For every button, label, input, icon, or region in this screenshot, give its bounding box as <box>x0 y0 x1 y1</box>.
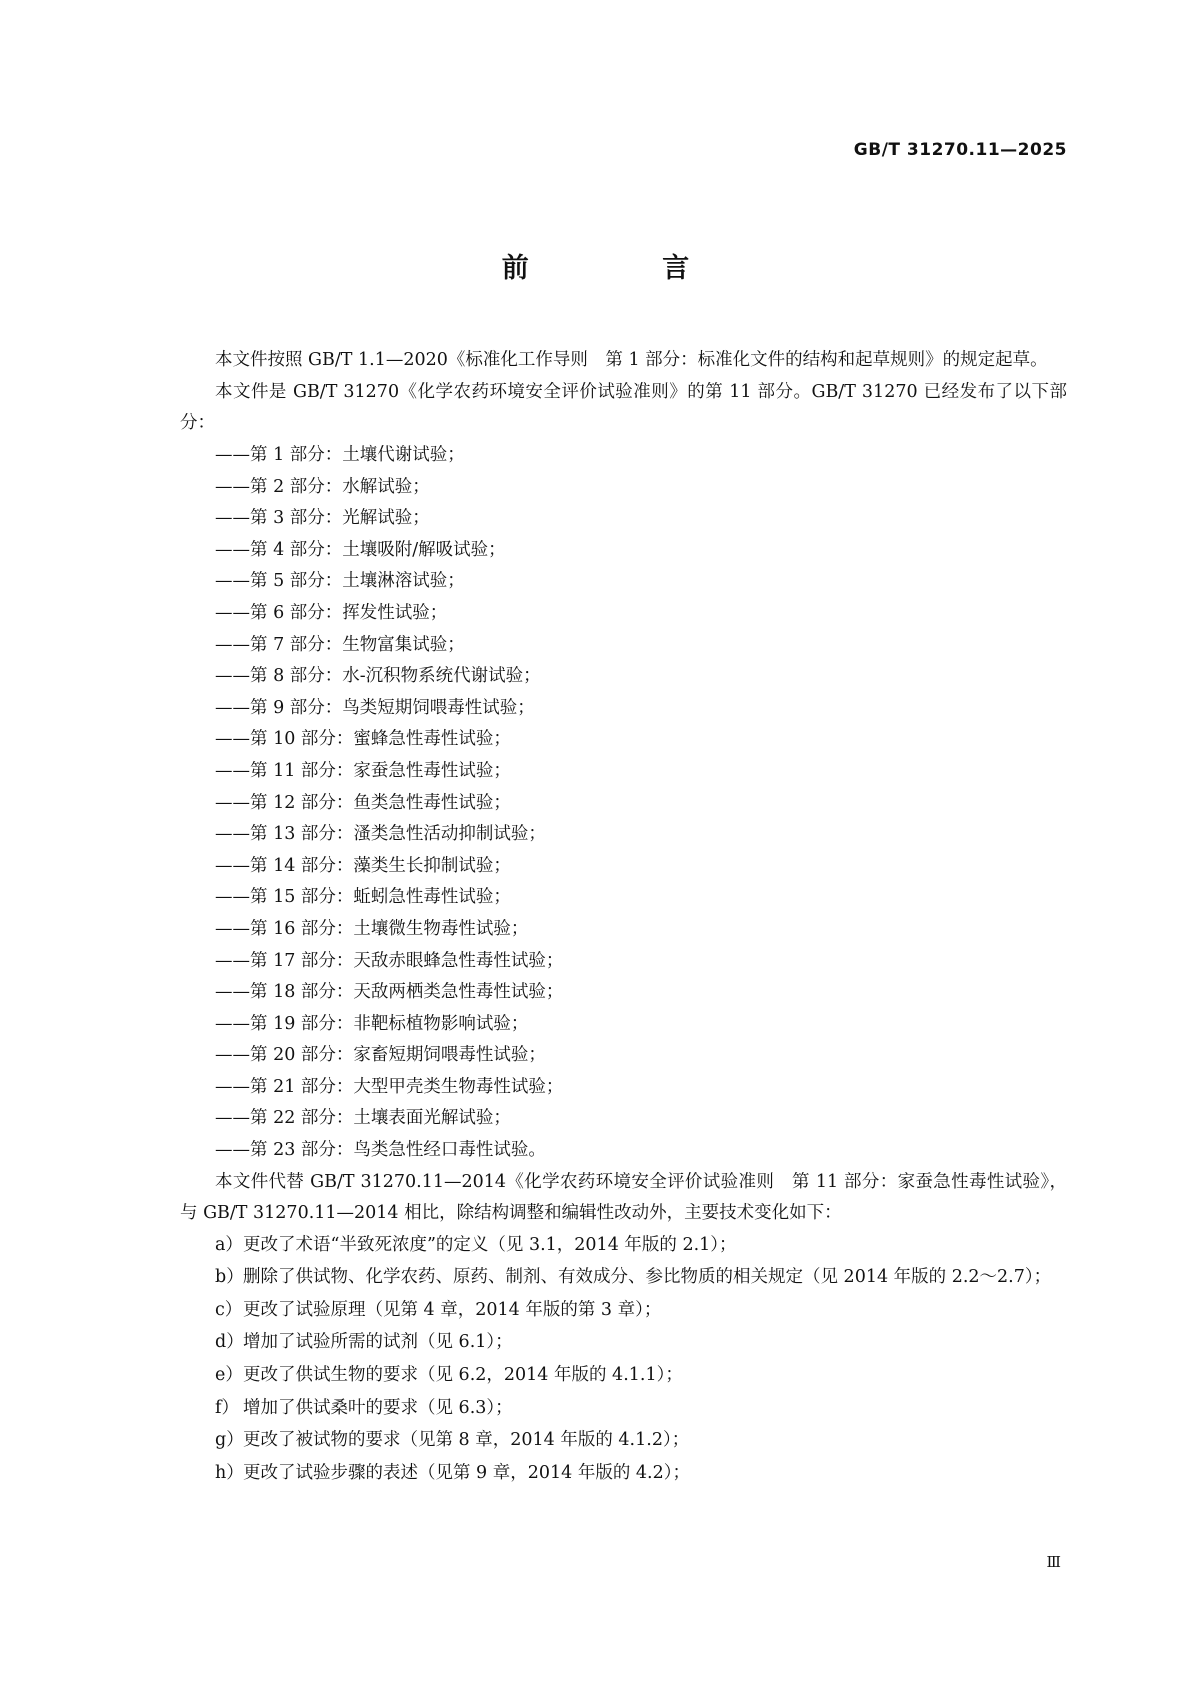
change-item <box>180 1393 1067 1425</box>
list-item: ——第 19 部分：非靶标植物影响试验； <box>215 1013 529 1034</box>
change-item-label: g） <box>215 1430 244 1451</box>
standard-number: GB/T 31270.11—2025 <box>853 140 1067 160</box>
list-item: ——第 21 部分：大型甲壳类生物毒性试验； <box>215 1076 564 1097</box>
page-number: Ⅲ <box>1046 1553 1061 1571</box>
change-item <box>180 1230 1067 1262</box>
change-item-text: 更改了术语“半致死浓度”的定义（见 3.1，2014 年版的 2.1）； <box>243 1234 737 1255</box>
replace-paragraph: 本文件代替 GB/T 31270.11—2014《化学农药环境安全评价试验准则 第 11 部分：家蚕急性毒性试验》，与 GB/T 31270.11—2014 相比，除结构调整和编辑性改动外，主要技术变化如下： <box>180 1171 1067 1223</box>
list-item: ——第 4 部分：土壤吸附/解吸试验； <box>215 539 506 560</box>
change-item-label: h） <box>215 1462 244 1483</box>
change-item-label: e） <box>215 1365 243 1386</box>
change-item-text: 更改了被试物的要求（见第 8 章，2014 年版的 4.1.2）； <box>243 1430 690 1451</box>
change-item-text: 增加了试验所需的试剂（见 6.1）； <box>243 1332 513 1353</box>
changes-list <box>180 1230 1067 1490</box>
list-item: ——第 14 部分：藻类生长抑制试验； <box>215 855 511 876</box>
list-item: ——第 1 部分：土壤代谢试验； <box>215 445 465 465</box>
list-item: ——第 6 部分：挥发性试验； <box>215 602 448 623</box>
list-item: ——第 8 部分：水-沉积物系统代谢试验； <box>215 666 541 687</box>
change-item-text: 删除了供试物、化学农药、原药、制剂、有效成分、参比物质的相关规定（见 2014 年版的 2.2～2.7）； <box>243 1267 1052 1288</box>
list-item: ——第 18 部分：天敌两栖类急性毒性试验； <box>215 982 564 1003</box>
change-item-label: a） <box>215 1234 243 1255</box>
intro-paragraph: 本文件是 GB/T 31270《化学农药环境安全评价试验准则》的第 11 部分。GB/T 31270 已经发布了以下部分： <box>180 382 1067 433</box>
list-item: ——第 5 部分：土壤淋溶试验； <box>215 571 465 592</box>
document-body <box>180 345 1067 1490</box>
change-item-text: 更改了试验步骤的表述（见第 9 章，2014 年版的 4.2）； <box>243 1462 691 1483</box>
change-item <box>180 1295 1067 1327</box>
change-item-label: b） <box>215 1267 244 1288</box>
list-item: ——第 17 部分：天敌赤眼蜂急性毒性试验； <box>215 950 564 971</box>
list-item: ——第 11 部分：家蚕急性毒性试验； <box>215 760 511 781</box>
list-item: ——第 20 部分：家畜短期饲喂毒性试验； <box>215 1045 546 1066</box>
intro-paragraph: 本文件按照 GB/T 1.1—2020《标准化工作导则 第 1 部分：标准化文件的结构和起草规则》的规定起草。 <box>215 350 1048 370</box>
list-item: ——第 16 部分：土壤微生物毒性试验； <box>215 918 529 939</box>
change-item <box>180 1262 1067 1294</box>
list-item: ——第 15 部分：蚯蚓急性毒性试验； <box>215 887 511 908</box>
list-item: ——第 3 部分：光解试验； <box>215 508 430 529</box>
list-item: ——第 7 部分：生物富集试验； <box>215 634 465 655</box>
page-title: 前 言 <box>501 253 752 284</box>
change-item-text: 更改了试验原理（见第 4 章，2014 年版的第 3 章）； <box>243 1299 662 1320</box>
change-item <box>180 1360 1067 1392</box>
change-item <box>180 1425 1067 1457</box>
change-item-label: f） <box>215 1397 239 1418</box>
list-item: ——第 23 部分：鸟类急性经口毒性试验。 <box>215 1140 546 1161</box>
list-item: ——第 12 部分：鱼类急性毒性试验； <box>215 792 511 813</box>
change-item-text: 增加了供试桑叶的要求（见 6.3）； <box>243 1397 513 1418</box>
list-item: ——第 22 部分：土壤表面光解试验； <box>215 1108 511 1129</box>
list-item: ——第 10 部分：蜜蜂急性毒性试验； <box>215 729 511 750</box>
change-item <box>180 1458 1067 1490</box>
change-item-label: d） <box>215 1332 244 1353</box>
list-item: ——第 2 部分：水解试验； <box>215 476 430 497</box>
change-item-text: 更改了供试生物的要求（见 6.2，2014 年版的 4.1.1）； <box>243 1365 683 1386</box>
list-item: ——第 9 部分：鸟类短期饲喂毒性试验； <box>215 697 535 718</box>
list-item: ——第 13 部分：溞类急性活动抑制试验； <box>215 824 546 845</box>
change-item <box>180 1327 1067 1359</box>
parts-list <box>180 440 1067 1167</box>
change-item-label: c） <box>215 1299 243 1320</box>
